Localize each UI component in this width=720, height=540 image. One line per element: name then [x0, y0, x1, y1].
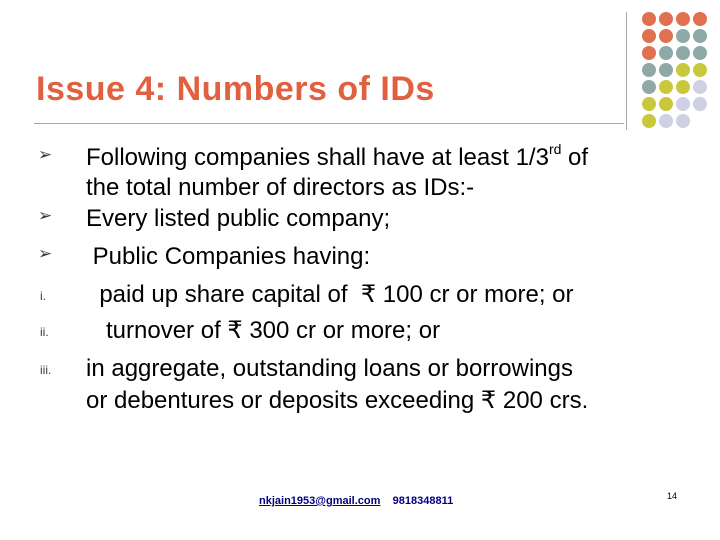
list-item-line: Following companies shall have at least 1/3 — [86, 144, 549, 171]
decorative-dot — [676, 29, 690, 43]
decorative-dot — [642, 63, 656, 77]
footer-phone: 9818348811 — [392, 495, 454, 507]
decorative-dot — [676, 114, 690, 128]
list-item-text — [86, 143, 588, 173]
list-item-continuation — [0, 386, 720, 420]
decorative-dot — [676, 97, 690, 111]
decorative-dot — [659, 63, 673, 77]
decorative-dot — [659, 114, 673, 128]
footer-contact — [259, 495, 453, 507]
decorative-dot — [693, 63, 707, 77]
list-item — [0, 143, 720, 177]
list-item-text: paid up share capital of ₹ 100 cr or more; or — [86, 281, 574, 308]
list-item-text: turnover of ₹ 300 cr or more; or — [86, 317, 441, 344]
arrow-bullet-icon: ➢ — [38, 206, 53, 225]
decorative-dot — [693, 46, 707, 60]
list-item — [0, 242, 720, 276]
decorative-dot — [659, 12, 673, 26]
decorative-dot — [659, 46, 673, 60]
list-item-text: Every listed public company; — [86, 205, 391, 232]
arrow-bullet-icon: ➢ — [38, 244, 53, 263]
decorative-dot — [659, 29, 673, 43]
decorative-dot — [693, 29, 707, 43]
footer-email-link[interactable]: nkjain1953@gmail.com — [259, 495, 381, 507]
roman-numeral-marker: iii. — [40, 363, 52, 377]
title-divider-horizontal — [34, 123, 624, 124]
decorative-dot — [642, 46, 656, 60]
list-item-text: in aggregate, outstanding loans or borrowings — [86, 355, 573, 382]
decorative-dot — [676, 12, 690, 26]
decorative-dot — [659, 97, 673, 111]
list-item — [0, 316, 720, 350]
list-item-line-end: of — [561, 144, 589, 171]
roman-numeral-marker: ii. — [40, 325, 49, 339]
list-item-text: Public Companies having: — [86, 243, 371, 270]
arrow-bullet-icon: ➢ — [38, 145, 53, 164]
list-item-continuation — [0, 173, 720, 207]
decorative-dot — [642, 12, 656, 26]
page-number: 14 — [667, 491, 678, 501]
list-item-line: or debentures or deposits exceeding ₹ 200 crs. — [86, 387, 589, 414]
title-divider-vertical — [626, 12, 627, 130]
roman-numeral-marker: i. — [40, 289, 46, 303]
decorative-dot — [693, 12, 707, 26]
decorative-dot — [676, 80, 690, 94]
decorative-dot — [642, 97, 656, 111]
decorative-dot — [642, 80, 656, 94]
decorative-dot — [693, 80, 707, 94]
decorative-dot — [676, 46, 690, 60]
list-item — [0, 354, 720, 388]
decorative-dot — [659, 80, 673, 94]
superscript: rd — [548, 141, 562, 157]
slide-title: Issue 4: Numbers of IDs — [36, 70, 435, 108]
decorative-dot — [676, 63, 690, 77]
decorative-dot — [693, 97, 707, 111]
list-item-line: the total number of directors as IDs:- — [86, 174, 475, 201]
list-item — [0, 280, 720, 314]
decorative-dot — [642, 29, 656, 43]
decorative-dot — [642, 114, 656, 128]
list-item — [0, 204, 720, 238]
